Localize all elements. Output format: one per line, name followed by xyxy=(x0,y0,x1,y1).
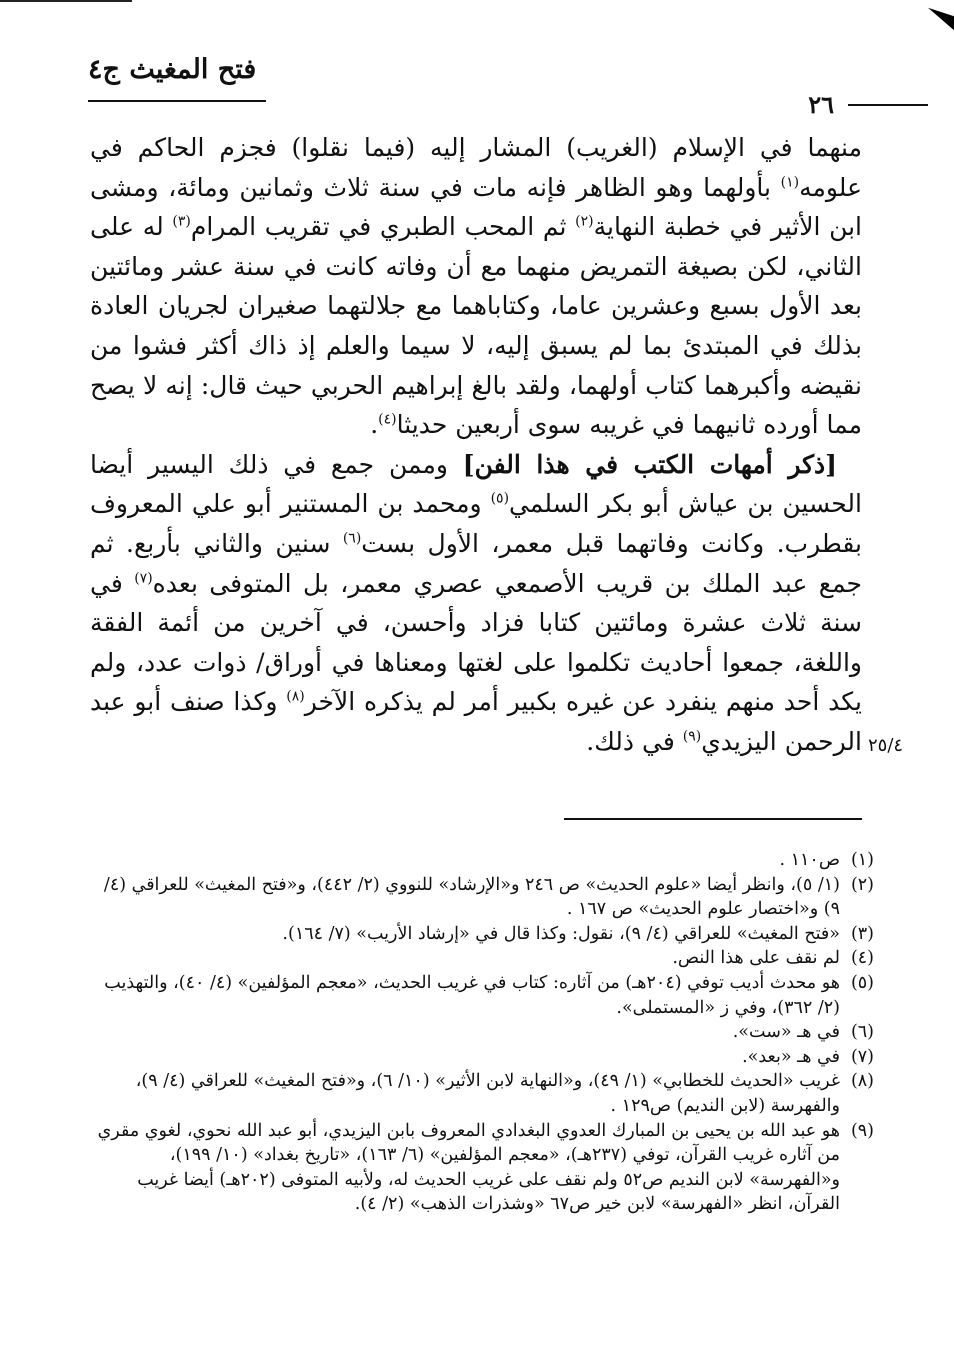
footnote-separator xyxy=(564,818,862,820)
top-edge-rule xyxy=(0,0,132,2)
footnote-ref: (٩) xyxy=(682,728,702,745)
footnote-text: في هـ «ست». xyxy=(732,1022,840,1043)
footnote-text: هو محدث أديب توفي (٢٠٤هـ) من آثاره: كتاب في غريب الحديث، «معجم المؤلفين» (٤/ ٤٠)، والتهذيب (٢/ ٣٦٢)، وفي ز «المستملى». xyxy=(104,972,840,1018)
footnote-text: لم نقف على هذا النص. xyxy=(672,948,840,969)
text-run: ثم المحب الطبري في تقريب المرام xyxy=(190,212,576,242)
footnote-ref: (١) xyxy=(780,174,800,191)
footnote-text: «فتح المغيث» للعراقي (٤/ ٩)، نقول: وكذا قال في «إرشاد الأريب» (٧/ ١٦٤). xyxy=(282,923,840,944)
text-run: وكذا صنف أبو عبد الرحمن اليزيدي xyxy=(90,687,862,756)
footnote-number: (٣) xyxy=(850,923,874,944)
page-number: ٢٦ xyxy=(808,90,834,119)
text-run: سنين والثاني بأربع. ثم جمع عبد الملك بن قريب الأصمعي عصري معمر، بل المتوفى بعده xyxy=(90,528,862,598)
footnote xyxy=(84,1119,874,1217)
page-number-rule xyxy=(848,104,928,106)
footnote-text: هو عبد الله بن يحيى بن المبارك العدوي البغدادي المعروف بابن اليزيدي، أبو عبد الله نحوي، لغوي مقري من آثاره غريب القرآن، توفي (٢٣٧هـ)، «معجم المؤلفين» (٦/ ١٦٣)، «تاريخ بغداد» (١٠/ ١٩٩)، و«الفهرسة» لابن النديم ص٥٢ ولم نقف على غريب الحديث له، ولأبيه المتوفى (٢٠٢هـ) أيضا غريب القرآن، انظر «الفهرسة» لابن خير ص٦٧ «وشذرات الذهب» (٢/ ٤). xyxy=(97,1120,840,1215)
text-run: . xyxy=(370,410,379,440)
footnote xyxy=(84,873,874,922)
footnote-number: (٥) xyxy=(850,972,874,993)
text-run: في سنة ثلاث عشرة ومائتين كتابا فزاد وأحسن، في آخرين من أئمة الفقة واللغة، جمعوا أحاديث تكلموا على لغتها ومعناها في أوراق/ ذوات عدد، ولم يكد أحد منهم ينفرد عن غيره بكبير أمر لم يذكره الآخر xyxy=(90,568,862,717)
footnote-number: (٢) xyxy=(850,874,874,895)
footnote-ref: (٢) xyxy=(575,213,594,230)
footnote xyxy=(84,848,874,873)
footnote xyxy=(84,922,874,947)
text-run: وممن جمع في ذلك اليسير أيضا الحسين بن عياش أبو بكر السلمي xyxy=(90,449,862,519)
section-heading: [ذكر أمهات الكتب في هذا الفن] xyxy=(462,449,837,479)
footnote-number: (٩) xyxy=(850,1120,874,1141)
corner-mark xyxy=(928,8,954,30)
footnote xyxy=(84,946,874,971)
running-head-rule xyxy=(88,100,266,102)
footnote-text: في هـ «بعد». xyxy=(742,1046,840,1067)
footnote-ref: (٤) xyxy=(378,411,397,428)
footnote-number: (٤) xyxy=(850,948,874,969)
footnote xyxy=(84,1069,874,1118)
text-run: له على الثاني، لكن بصيغة التمريض منهما مع أن وفاته كانت في سنة عشر ومائتين بعد الأول بسبع وعشرين عاما، وكتاباهما مع جلالتهما صغيران لجريان العادة بذلك في المبتدئ بما لم يسبق إليه، لا سيما والعلم إذ ذاك أكثر فشوا من نقيضه وأكبرهما كتاب أولهما، ولقد بالغ إبراهيم الحربي حيث قال: إنه لا يصح مما أورده ثانيهما في غريبه سوى أربعين حديثا xyxy=(90,212,862,440)
footnote-ref: (٦) xyxy=(342,530,362,547)
text-run: منهما في الإسلام (الغريب) المشار إليه (فيما نقلوا) فجزم الحاكم في علومه xyxy=(90,133,862,202)
paragraph-1 xyxy=(90,128,862,445)
footnote-number: (٦) xyxy=(850,1022,874,1043)
text-run: بأولهما وهو الظاهر فإنه مات في سنة ثلاث وثمانين ومائة، ومشى ابن الأثير في خطبة النهاية xyxy=(90,172,863,242)
footnote xyxy=(84,971,874,1020)
footnote-number: (٧) xyxy=(850,1046,874,1067)
footnote-ref: (٥) xyxy=(490,491,510,508)
footnote xyxy=(84,1045,874,1070)
margin-reference: ٢٥/٤ xyxy=(868,735,904,756)
footnote-number: (١) xyxy=(850,850,874,870)
footnote-ref: (٧) xyxy=(134,570,153,587)
footnote-text: ص١١٠ . xyxy=(779,850,840,870)
text-run: في ذلك. xyxy=(586,726,683,756)
text-run: ومحمد بن المستنير أبو علي المعروف بقطرب. وكانت وفاتهما قبل معمر، الأول بست xyxy=(90,489,862,558)
footnote-ref: (٨) xyxy=(286,688,305,705)
footnote-text: غريب «الحديث للخطابي» (١/ ٤٩)، و«النهاية لابن الأثير» (١٠/ ٦)، و«فتح المغيث» للعراقي (٤/ ٩)، والفهرسة (لابن النديم) ص١٢٩ . xyxy=(135,1071,840,1116)
footnotes xyxy=(84,848,874,1217)
main-text xyxy=(90,128,862,762)
footnote-number: (٨) xyxy=(850,1071,874,1092)
footnote-text: (١/ ٥)، وانظر أيضا «علوم الحديث» ص ٢٤٦ و«الإرشاد» للنووي (٢/ ٤٤٢)، و«فتح المغيث» للعراقي (٤/ ٩) و«اختصار علوم الحديث» ص ١٦٧ . xyxy=(103,874,840,920)
running-head: فتح المغيث ج٤ xyxy=(88,54,257,85)
footnote xyxy=(84,1020,874,1045)
footnote-ref: (٣) xyxy=(172,213,191,230)
paragraph-2 xyxy=(90,445,862,762)
